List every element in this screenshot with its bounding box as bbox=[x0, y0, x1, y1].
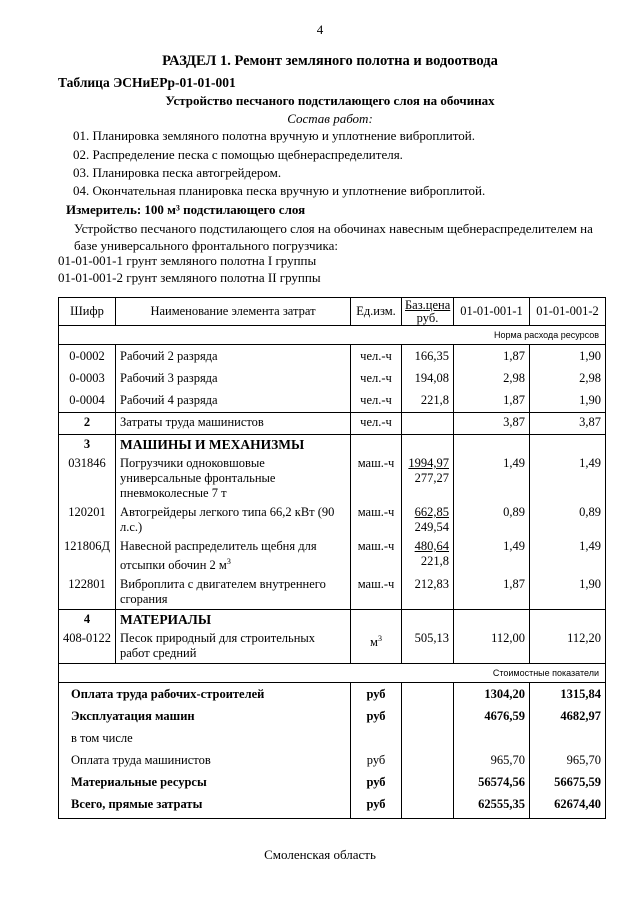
work-step: 01. Планировка земляного полотна вручную и уплотнение виброплитой. bbox=[73, 128, 475, 143]
table-row bbox=[59, 503, 606, 537]
row-value-2: 3,87 bbox=[530, 413, 606, 435]
row-name: Навесной распределитель щебня для отсыпки обочин 2 м bbox=[120, 539, 317, 573]
table-row bbox=[59, 391, 606, 413]
row-value-2: 1,90 bbox=[530, 575, 606, 610]
summary-name: в том числе bbox=[59, 729, 351, 751]
row-price: 505,13 bbox=[402, 629, 454, 664]
summary-value-2: 4682,97 bbox=[530, 707, 606, 729]
row-unit: чел.-ч bbox=[351, 413, 402, 435]
row-name: Песок природный для строительных работ средний bbox=[116, 629, 351, 664]
summary-unit: руб bbox=[351, 683, 402, 707]
section-code: 4 bbox=[59, 610, 116, 630]
row-unit: маш.-ч bbox=[351, 503, 402, 537]
row-price-bottom: 249,54 bbox=[414, 520, 449, 534]
row-code: 0-0004 bbox=[59, 391, 116, 413]
row-value-1: 112,00 bbox=[454, 629, 530, 664]
row-value-2: 0,89 bbox=[530, 503, 606, 537]
summary-name: Оплата труда рабочих-строителей bbox=[59, 683, 351, 707]
row-value-1: 1,49 bbox=[454, 537, 530, 575]
summary-unit: руб bbox=[351, 795, 402, 819]
row-code: 031846 bbox=[59, 454, 116, 503]
row-value-2: 1,90 bbox=[530, 345, 606, 369]
row-value-2: 112,20 bbox=[530, 629, 606, 664]
row-value-1: 3,87 bbox=[454, 413, 530, 435]
band-resources: Норма расхода ресурсов bbox=[59, 326, 606, 345]
row-code: 0-0003 bbox=[59, 369, 116, 391]
row-price-top: 1994,97 bbox=[408, 456, 449, 470]
variant-code: 01-01-001-2 грунт земляного полотна II группы bbox=[58, 270, 321, 285]
header-price-line1: Баз.цена bbox=[405, 297, 451, 312]
summary-value-2: 62674,40 bbox=[530, 795, 606, 819]
work-step: 04. Окончательная планировка песка вручную и уплотнение виброплитой. bbox=[73, 183, 486, 198]
summary-value-2: 1315,84 bbox=[530, 683, 606, 707]
table-row bbox=[59, 413, 606, 435]
section-code: 3 bbox=[59, 435, 116, 455]
summary-value-1: 62555,35 bbox=[454, 795, 530, 819]
summary-value-1: 1304,20 bbox=[454, 683, 530, 707]
section-row bbox=[59, 435, 606, 455]
row-value-1: 1,87 bbox=[454, 575, 530, 610]
table-row bbox=[59, 629, 606, 664]
superscript: 3 bbox=[377, 634, 382, 644]
header-col2: 01-01-001-2 bbox=[530, 298, 606, 326]
row-name: Автогрейдеры легкого типа 66,2 кВт (90 л.с.) bbox=[116, 503, 351, 537]
work-title: Устройство песчаного подстилающего слоя на обочинах bbox=[165, 93, 495, 108]
row-unit: чел.-ч bbox=[351, 345, 402, 369]
row-value-1: 2,98 bbox=[454, 369, 530, 391]
row-value-2: 1,49 bbox=[530, 454, 606, 503]
summary-unit: руб bbox=[351, 773, 402, 795]
table-row bbox=[59, 369, 606, 391]
row-value-2: 1,90 bbox=[530, 391, 606, 413]
summary-value-2: 965,70 bbox=[530, 751, 606, 773]
footer-region: Смоленская область bbox=[264, 847, 376, 862]
row-value-1: 0,89 bbox=[454, 503, 530, 537]
summary-row bbox=[59, 707, 606, 729]
header-price-line2: руб. bbox=[416, 310, 439, 325]
row-price-bottom: 221,8 bbox=[420, 554, 449, 568]
row-unit: м bbox=[370, 635, 378, 650]
summary-name: Эксплуатация машин bbox=[59, 707, 351, 729]
measurer: Измеритель: 100 м³ подстилающего слоя bbox=[66, 202, 306, 217]
row-value-2: 2,98 bbox=[530, 369, 606, 391]
row-code: 120201 bbox=[59, 503, 116, 537]
summary-row bbox=[59, 773, 606, 795]
row-code: 2 bbox=[59, 413, 116, 435]
row-code: 122801 bbox=[59, 575, 116, 610]
row-name: Виброплита с двигателем внутреннего сгорания bbox=[116, 575, 351, 610]
row-value-1: 1,87 bbox=[454, 345, 530, 369]
row-name: Затраты труда машинистов bbox=[116, 413, 351, 435]
page-number: 4 bbox=[316, 22, 324, 37]
summary-value-1: 4676,59 bbox=[454, 707, 530, 729]
section-name: МАТЕРИАЛЫ bbox=[116, 610, 351, 630]
row-unit: маш.-ч bbox=[351, 454, 402, 503]
row-name: Рабочий 4 разряда bbox=[116, 391, 351, 413]
row-name: Рабочий 3 разряда bbox=[116, 369, 351, 391]
band-cost: Стоимостные показатели bbox=[59, 664, 606, 683]
row-price: 212,83 bbox=[402, 575, 454, 610]
summary-value-1: 56574,56 bbox=[454, 773, 530, 795]
table-row bbox=[59, 454, 606, 503]
row-value-2: 1,49 bbox=[530, 537, 606, 575]
row-price: 221,8 bbox=[402, 391, 454, 413]
row-unit: маш.-ч bbox=[351, 537, 402, 575]
section-name: МАШИНЫ И МЕХАНИЗМЫ bbox=[116, 435, 351, 455]
row-price-top: 480,64 bbox=[414, 539, 449, 553]
composition-label: Состав работ: bbox=[287, 111, 373, 126]
header-name: Наименование элемента затрат bbox=[116, 298, 351, 326]
summary-row bbox=[59, 683, 606, 707]
row-price-bottom: 277,27 bbox=[414, 471, 449, 485]
resource-table bbox=[58, 297, 606, 819]
summary-value-2: 56675,59 bbox=[530, 773, 606, 795]
table-header bbox=[59, 298, 606, 326]
work-step: 03. Планировка песка автогрейдером. bbox=[73, 165, 282, 180]
row-unit: маш.-ч bbox=[351, 575, 402, 610]
summary-unit: руб bbox=[351, 707, 402, 729]
variant-code: 01-01-001-1 грунт земляного полотна I группы bbox=[58, 253, 317, 268]
header-code: Шифр bbox=[59, 298, 116, 326]
section-title: РАЗДЕЛ 1. Ремонт земляного полотна и водоотвода bbox=[162, 53, 498, 69]
row-code: 121806Д bbox=[59, 537, 116, 575]
table-code: Таблица ЭСНиЕРр-01-01-001 bbox=[58, 75, 236, 90]
row-code: 0-0002 bbox=[59, 345, 116, 369]
row-unit: чел.-ч bbox=[351, 391, 402, 413]
summary-row bbox=[59, 729, 606, 751]
row-value-1: 1,87 bbox=[454, 391, 530, 413]
header-unit: Ед.изм. bbox=[351, 298, 402, 326]
summary-name: Оплата труда машинистов bbox=[59, 751, 351, 773]
summary-name: Всего, прямые затраты bbox=[59, 795, 351, 819]
work-step: 02. Распределение песка с помощью щебнераспределителя. bbox=[73, 147, 403, 162]
section-row bbox=[59, 610, 606, 630]
summary-row bbox=[59, 751, 606, 773]
row-unit: чел.-ч bbox=[351, 369, 402, 391]
table-row bbox=[59, 575, 606, 610]
superscript: 3 bbox=[226, 557, 231, 566]
row-name: Рабочий 2 разряда bbox=[116, 345, 351, 369]
row-price: 166,35 bbox=[402, 345, 454, 369]
summary-row bbox=[59, 795, 606, 819]
summary-unit: руб bbox=[351, 751, 402, 773]
row-price: 194,08 bbox=[402, 369, 454, 391]
row-price-top: 662,85 bbox=[414, 505, 449, 519]
table-row bbox=[59, 345, 606, 369]
description: Устройство песчаного подстилающего слоя на обочинах навесным щебнераспределителем на базе универсального фронтального погрузчика: bbox=[74, 221, 593, 253]
header-col1: 01-01-001-1 bbox=[454, 298, 530, 326]
summary-value-1: 965,70 bbox=[454, 751, 530, 773]
table-row bbox=[59, 537, 606, 575]
row-value-1: 1,49 bbox=[454, 454, 530, 503]
header-price bbox=[402, 298, 454, 326]
summary-name: Материальные ресурсы bbox=[59, 773, 351, 795]
row-name: Погрузчики одноковшовые универсальные фронтальные пневмоколесные 7 т bbox=[116, 454, 351, 503]
row-code: 408-0122 bbox=[59, 629, 116, 664]
